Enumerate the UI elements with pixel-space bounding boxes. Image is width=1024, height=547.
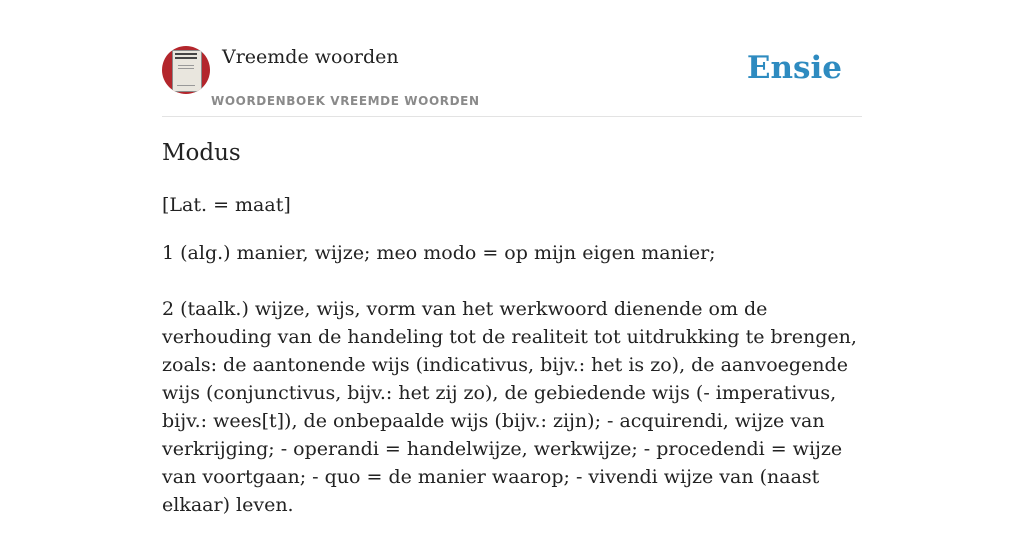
- book-cover-icon: [172, 50, 202, 92]
- definition-item: 1 (alg.) manier, wijze; meo modo = op mijn eigen manier;: [162, 242, 716, 264]
- ensie-logo[interactable]: Ensie: [746, 50, 842, 86]
- entry-title: Modus: [162, 140, 241, 166]
- entry-etymology: [Lat. = maat]: [162, 194, 291, 216]
- entry-definition: [162, 239, 872, 547]
- source-header: [162, 44, 862, 117]
- source-title[interactable]: Vreemde woorden: [222, 46, 399, 68]
- source-avatar[interactable]: [162, 46, 210, 94]
- source-subtitle: WOORDENBOEK VREEMDE WOORDEN: [211, 94, 480, 108]
- definition-item: 2 (taalk.) wijze, wijs, vorm van het werkwoord dienende om de verhouding van de handeling tot de realiteit tot uitdrukking te brengen, zoals: de aantonende wijs (indicativus, bijv.: het is zo), de aanvoegende wijs (conjunctivus, bijv.: het zij zo), de gebiedende wijs (- imperativus, bijv.: wees[t]), de onbepaalde wijs (bijv.: zijn); - acquirendi, wijze van verkrijging; - operandi = handelwijze, werkwijze; - procedendi = wijze van voortgaan; - quo = de manier waarop; - vivendi wijze van (naast elkaar) leven.: [162, 298, 857, 516]
